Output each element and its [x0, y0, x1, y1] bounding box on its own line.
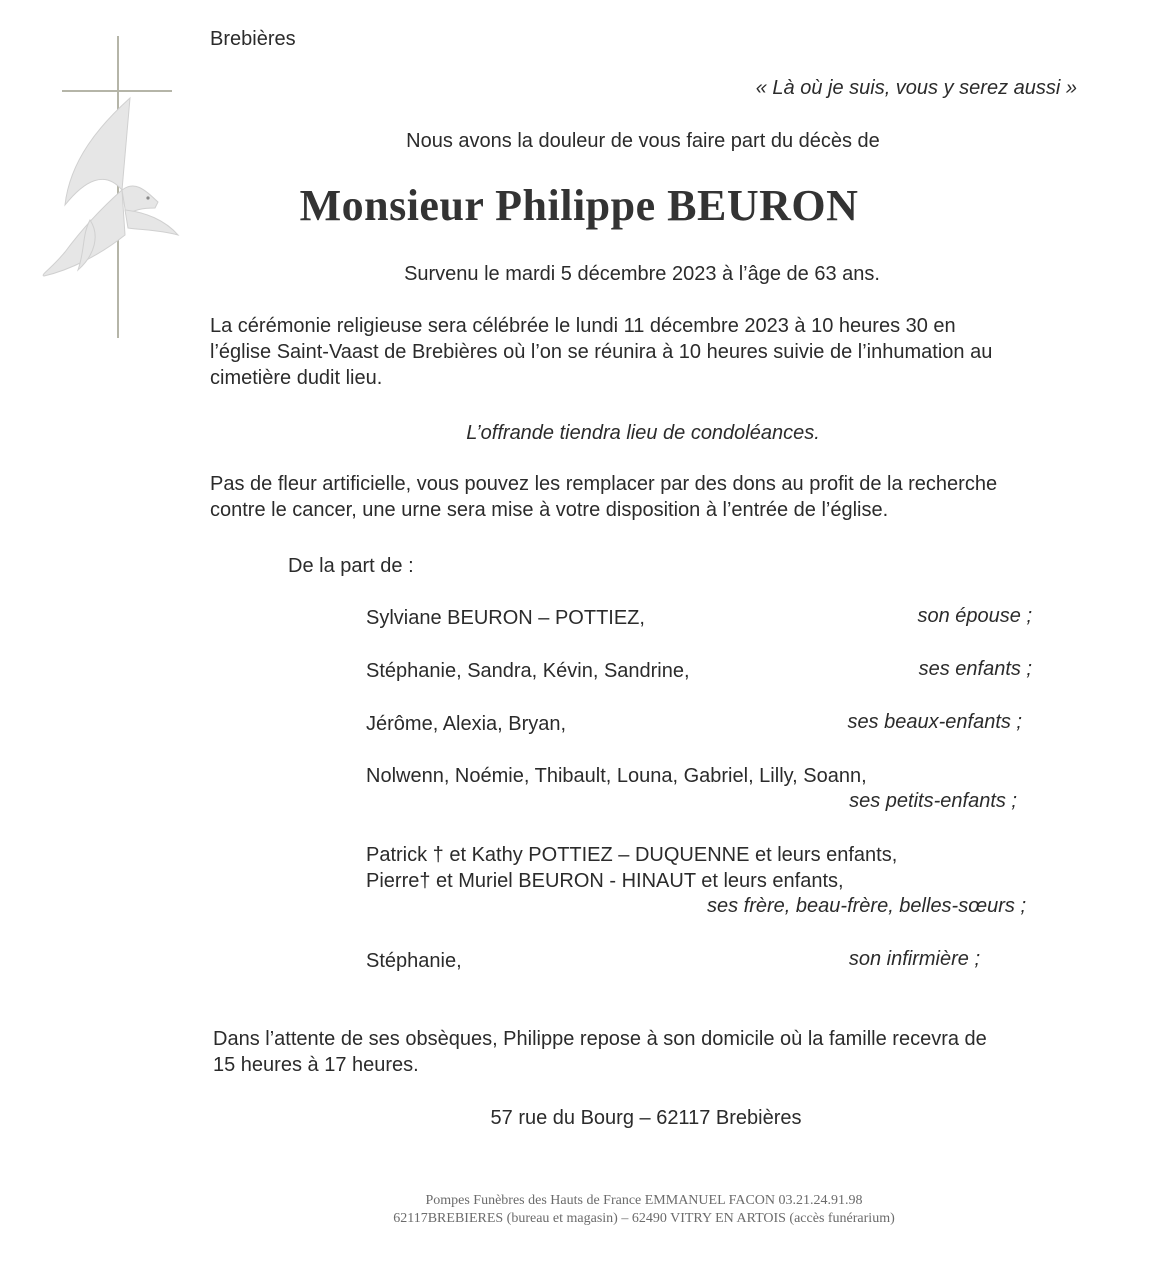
- grandchildren-relation: ses petits-enfants ;: [849, 790, 1017, 812]
- visitation-line: 15 heures à 17 heures.: [213, 1054, 419, 1076]
- ceremony-line: l’église Saint-Vaast de Brebières où l’on se réunira à 10 heures suivie de l’inhumation au: [210, 341, 993, 363]
- grandchildren-names: Nolwenn, Noémie, Thibault, Louna, Gabriel, Lilly, Soann,: [366, 765, 867, 787]
- offering-note: L’offrande tiendra lieu de condoléances.: [466, 422, 820, 444]
- funeral-home-line: Pompes Funèbres des Hauts de France EMMANUEL FACON 03.21.24.91.98: [425, 1193, 863, 1208]
- ceremony-paragraph: [210, 313, 992, 391]
- spouse-relation: son épouse ;: [917, 605, 1032, 627]
- intro-text: Nous avons la douleur de vous faire part du décès de: [406, 130, 880, 152]
- ceremony-line: cimetière dudit lieu.: [210, 367, 383, 389]
- children-names: Stéphanie, Sandra, Kévin, Sandrine,: [366, 660, 690, 682]
- stepchildren-relation: ses beaux-enfants ;: [847, 711, 1022, 733]
- children-relation: ses enfants ;: [918, 658, 1032, 680]
- flowers-paragraph: [210, 471, 997, 523]
- quote: « Là où je suis, vous y serez aussi »: [755, 77, 1077, 99]
- visitation-line: Dans l’attente de ses obsèques, Philippe repose à son domicile où la famille recevra de: [213, 1028, 987, 1050]
- deceased-name: Monsieur Philippe BEURON: [299, 181, 859, 230]
- siblings-relation: ses frère, beau-frère, belles-sœurs ;: [707, 895, 1026, 917]
- from-label: De la part de :: [288, 555, 414, 577]
- spouse-name: Sylviane BEURON – POTTIEZ,: [366, 607, 645, 629]
- flowers-line: Pas de fleur artificielle, vous pouvez les remplacer par des dons au profit de la recherche: [210, 473, 998, 495]
- funeral-home-line: 62117BREBIERES (bureau et magasin) – 62490 VITRY EN ARTOIS (accès funérarium): [393, 1211, 895, 1226]
- visitation-paragraph: [213, 1026, 987, 1078]
- ceremony-line: La cérémonie religieuse sera célébrée le lundi 11 décembre 2023 à 10 heures 30 en: [210, 315, 956, 337]
- stepchildren-names: Jérôme, Alexia, Bryan,: [366, 713, 567, 735]
- death-info: Survenu le mardi 5 décembre 2023 à l’âge de 63 ans.: [404, 263, 880, 285]
- siblings-line: Pierre† et Muriel BEURON - HINAUT et leurs enfants,: [366, 870, 844, 892]
- header-town: Brebières: [210, 28, 296, 50]
- flowers-line: contre le cancer, une urne sera mise à votre disposition à l’entrée de l’église.: [210, 499, 889, 521]
- nurse-relation: son infirmière ;: [848, 948, 980, 970]
- siblings-line: Patrick † et Kathy POTTIEZ – DUQUENNE et leurs enfants,: [366, 844, 898, 866]
- address: 57 rue du Bourg – 62117 Brebières: [490, 1107, 802, 1129]
- nurse-name: Stéphanie,: [366, 950, 462, 972]
